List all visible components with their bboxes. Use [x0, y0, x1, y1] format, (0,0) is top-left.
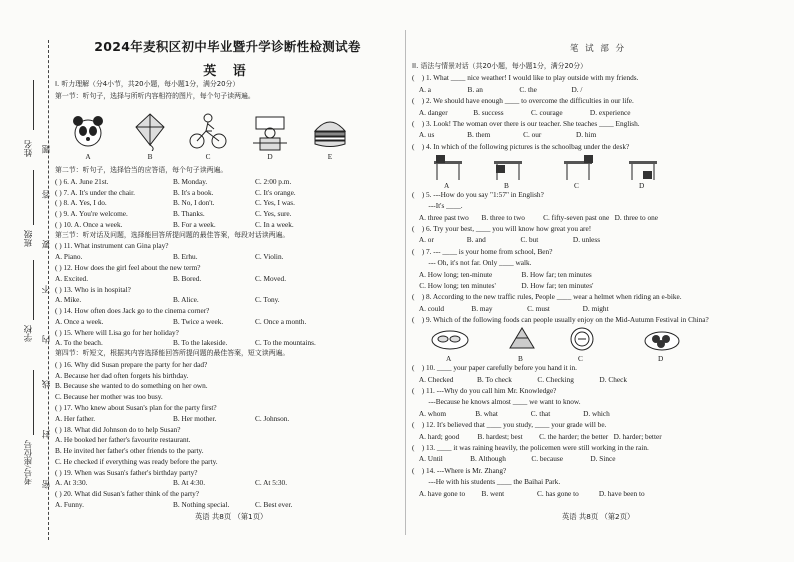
- tangyuan-icon: [642, 326, 682, 352]
- option-c: C. Tony.: [255, 295, 280, 305]
- question-line: ( ) 15. Where will Lisa go for her holiday?: [55, 327, 179, 337]
- question-line: ( ) 12. It's believed that ____ you study, ____ your grade will be.: [412, 420, 607, 430]
- question-line: ( ) 13. Who is in hospital?: [55, 284, 131, 294]
- hamburger-icon: [310, 111, 350, 151]
- dumpling-icon: [430, 326, 470, 352]
- option-c: C. Johnson.: [255, 413, 290, 423]
- question-line: A. Checked B. To check C. Checking D. Check: [412, 374, 627, 384]
- panda-icon: [68, 111, 108, 151]
- page-divider: [405, 30, 406, 535]
- question-line: C. He checked if everything was ready before the party.: [55, 456, 218, 466]
- picture-label: C: [205, 152, 211, 161]
- option-c: C. Best ever.: [255, 500, 293, 509]
- class-label: 班级: [23, 230, 33, 247]
- question-line: A. Excited.: [55, 273, 89, 283]
- question-line: ( ) 20. What did Susan's father think of the party?: [55, 489, 200, 499]
- name-label: 姓名: [23, 140, 33, 157]
- question-line: A. three past two B. three to two C. fifty-seven past one D. three to one: [412, 212, 659, 222]
- option-c: C. Violin.: [255, 252, 284, 262]
- question-line: ( ) 13. ____ it was raining heavily, the policemen were still working in the rain.: [412, 443, 649, 453]
- question-line: ( ) 6. Try your best, ____ you will know how great you are!: [412, 224, 592, 234]
- question-line: ( ) 10. ____ your paper carefully before you hand it in.: [412, 363, 577, 373]
- exam-number-label: 考号/座位号: [23, 440, 33, 485]
- question-line: ( ) 9. Which of the following foods can people usually enjoy on the Mid-Autumn Festival in China?: [412, 315, 709, 325]
- desk-schoolbag-icon: [432, 153, 468, 181]
- question-line: ---He with his students ____ the Baihai Park.: [412, 477, 561, 487]
- seal-mark: 答: [41, 190, 51, 199]
- question-line: A. or B. and C. but D. unless: [412, 235, 601, 245]
- seal-mark: 封: [41, 430, 51, 439]
- option-c: C. At 5:30.: [255, 478, 288, 488]
- question-line: ( ) 1. What ____ nice weather! I would like to play outside with my friends.: [412, 73, 639, 83]
- question-line: A. Mike.: [55, 295, 82, 305]
- question-line: ( ) 12. How does the girl feel about the new term?: [55, 262, 201, 272]
- seal-mark: 密: [41, 480, 51, 489]
- question-line: A. Once a week.: [55, 316, 104, 326]
- question-line: ( ) 11. ---Why do you call him Mr. Knowledge?: [412, 386, 557, 396]
- picture-label: B: [504, 180, 509, 190]
- question-line: ( ) 18. What did Johnson do to help Susan?: [55, 424, 181, 434]
- question-line: ( ) 8. According to the new traffic rules, People ____ wear a helmet when riding an e-bike.: [412, 292, 682, 302]
- question-line: A. whom B. what C. that D. which: [412, 408, 610, 418]
- seal-mark: 线: [41, 380, 51, 389]
- desk-schoolbag-icon: [492, 153, 528, 181]
- option-b: B. Thanks.: [173, 209, 205, 219]
- question-line: ( ) 3. Look! The woman over there is our teacher. She teaches ____ English.: [412, 118, 640, 128]
- page-footer: 英语 共8页 （第1页）: [195, 512, 268, 521]
- question-line: A. At 3:30.: [55, 478, 88, 488]
- exam-number-underline: [33, 370, 34, 435]
- question-line: C. How long; ten minutes' D. How far; ten minutes': [412, 281, 594, 290]
- option-c: C. Yes, I was.: [255, 198, 295, 208]
- question-line: ( ) 2. We should have enough ____ to overcome the difficulties in our life.: [412, 96, 634, 106]
- picture-label: A: [444, 180, 450, 190]
- section-heading: 第一节：听句子，选择与所听内容相符的图片，每个句子读两遍。: [55, 92, 255, 100]
- school-underline: [33, 260, 34, 320]
- option-b: B. It's a book.: [173, 187, 214, 197]
- class-underline: [33, 170, 34, 225]
- option-c: C. Moved.: [255, 273, 287, 283]
- school-label: 学校: [23, 325, 33, 342]
- question-line: ( ) 17. Who knew about Susan's plan for the party first?: [55, 403, 217, 413]
- picture-label: A: [85, 152, 91, 161]
- question-line: ( ) 11. What instrument can Gina play?: [55, 241, 169, 251]
- seal-mark: 内: [41, 335, 51, 344]
- question-line: ( ) 8. A. Yes, I do.: [55, 198, 107, 208]
- question-line: A. Because her dad often forgets his birthday.: [55, 370, 189, 380]
- exam-title: 2024年麦积区初中毕业暨升学诊断性检测试卷: [94, 39, 361, 54]
- zongzi-icon: [502, 326, 542, 352]
- picture-label: D: [639, 180, 645, 190]
- question-line: A. Funny.: [55, 500, 84, 509]
- question-line: A. danger B. success C. courage D. experience: [412, 107, 631, 117]
- option-b: B. Bored.: [173, 273, 202, 283]
- question-line: A. Until B. Although C. because D. Since: [412, 454, 616, 464]
- desk-schoolbag-icon: [627, 153, 663, 181]
- option-c: C. To the mountains.: [255, 338, 316, 348]
- picture-label: D: [658, 354, 664, 364]
- picture-label: E: [327, 152, 333, 161]
- question-line: ( ) 19. When was Susan's father's birthday party?: [55, 467, 198, 477]
- question-line: ( ) 7. A. It's under the chair.: [55, 187, 135, 197]
- section-heading: 第三节：听对话及问题，选择能回答所提问题的最佳答案，每段对话读两遍。: [55, 230, 290, 239]
- option-b: B. To the lakeside.: [173, 338, 228, 348]
- cyclist-icon: [188, 111, 228, 151]
- question-line: ( ) 4. In which of the following pictures is the schoolbag under the desk?: [412, 141, 630, 151]
- question-line: ( ) 14. ---Where is Mr. Zhang?: [412, 465, 507, 475]
- section-heading: II. 语法与情景对话（共20小题，每小题1分，满分20分）: [412, 62, 588, 70]
- subject-title: 英 语: [203, 64, 252, 79]
- option-c: C. In a week.: [255, 219, 294, 229]
- page-2: [412, 0, 784, 562]
- picture-label: A: [446, 354, 452, 364]
- question-line: ( ) 14. How often does Jack go to the cinema corner?: [55, 306, 210, 316]
- option-b: B. Monday.: [173, 176, 208, 186]
- question-line: ( ) 5. ---How do you say "1:57" in English?: [412, 189, 544, 199]
- page-footer: 英语 共8页 （第2页）: [562, 512, 635, 521]
- option-b: B. For a week.: [173, 219, 216, 229]
- question-line: --- Oh, it's not far. Only ____ walk.: [412, 258, 532, 268]
- question-line: C. Because her mother was too busy.: [55, 392, 163, 402]
- question-line: A. a B. an C. the D. /: [412, 84, 583, 94]
- picture-label: B: [518, 354, 523, 364]
- option-c: C. Yes, sure.: [255, 209, 292, 219]
- option-b: B. No, I don't.: [173, 198, 215, 208]
- picture-label: C: [574, 180, 579, 190]
- binding-strip: [8, 40, 49, 540]
- question-line: ( ) 6. A. June 21st.: [55, 176, 109, 186]
- question-line: A. How long; ten-minute B. How far; ten minutes: [412, 269, 592, 279]
- seal-mark: 不: [41, 285, 51, 294]
- question-line: ( ) 7. --- ____ is your home from school, Ben?: [412, 246, 553, 256]
- option-b: B. At 4:30.: [173, 478, 206, 488]
- section-heading: I. 听力理解（分4小节，共20小题，每小题1分，满分20分）: [55, 80, 240, 88]
- question-line: B. Because she wanted to do something on her own.: [55, 381, 208, 391]
- question-line: A. us B. them C. our D. him: [412, 130, 597, 140]
- question-line: ( ) 9. A. You're welcome.: [55, 209, 128, 219]
- option-c: C. It's orange.: [255, 187, 296, 197]
- question-line: A. Her father.: [55, 413, 96, 423]
- question-line: A. hard; good B. hardest; best C. the harder; the better D. harder; better: [412, 431, 662, 441]
- question-line: B. He invited her father's other friends to the party.: [55, 446, 204, 456]
- picture-label: B: [147, 152, 153, 161]
- option-c: C. Once a month.: [255, 316, 307, 326]
- cook-icon: [250, 111, 290, 151]
- option-b: B. Her mother.: [173, 413, 217, 423]
- question-line: A. He booked her father's favourite restaurant.: [55, 435, 191, 445]
- name-underline: [33, 80, 34, 130]
- picture-label: C: [578, 354, 583, 364]
- page-1: [55, 0, 400, 562]
- seal-mark: 题: [41, 145, 51, 154]
- seal-mark: 要: [41, 240, 51, 249]
- question-line: A. have gone to B. went C. has gone to D. have been to: [412, 488, 645, 498]
- question-line: A. could B. may C. must D. might: [412, 303, 609, 313]
- section-heading: 第四节：听短文，根据其内容选择能回答所提问题的最佳答案，短文读两遍。: [55, 349, 290, 358]
- option-b: B. Twice a week.: [173, 316, 224, 326]
- question-line: ( ) 16. Why did Susan prepare the party for her dad?: [55, 359, 208, 369]
- question-line: ---Because he knows almost ____ we want to know.: [412, 397, 581, 407]
- mooncake-icon: [562, 326, 602, 352]
- question-line: ( ) 10. A. Once a week.: [55, 219, 123, 229]
- option-b: B. Erhu.: [173, 252, 198, 262]
- question-line: A. To the beach.: [55, 338, 103, 348]
- option-b: B. Alice.: [173, 295, 199, 305]
- question-line: ---It's ____.: [412, 201, 463, 211]
- section-header: 笔 试 部 分: [569, 44, 627, 54]
- listening-pictures: [60, 111, 400, 163]
- desk-schoolbag-icon: [562, 153, 598, 181]
- question-line: A. Piano.: [55, 252, 83, 262]
- section-heading: 第二节：听句子，选择恰当的应答语，每个句子读两遍。: [55, 166, 228, 174]
- kite-icon: [130, 111, 170, 151]
- option-b: B. Nothing special.: [173, 500, 230, 509]
- option-c: C. 2:00 p.m.: [255, 176, 292, 186]
- picture-label: D: [267, 152, 273, 161]
